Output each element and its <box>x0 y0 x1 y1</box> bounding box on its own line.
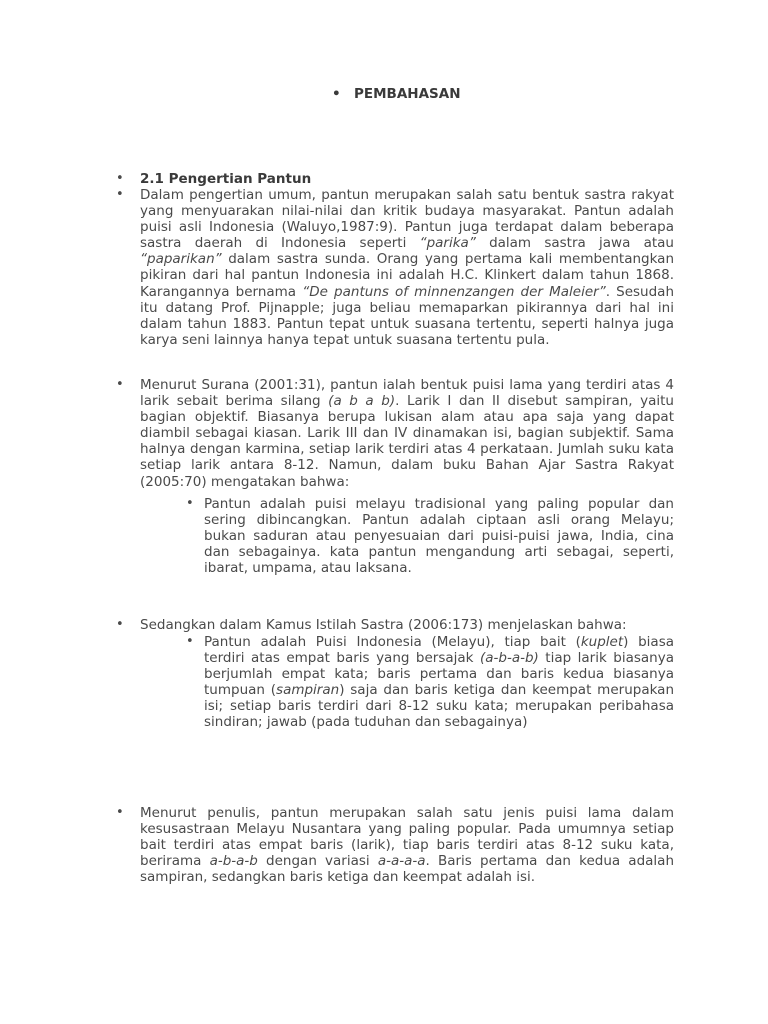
quote-bahan-ajar: Pantun adalah puisi melayu tradisional yang paling popular dan sering dibincangkan. Pantun adalah ciptaan asli orang Melayu; bukan saduran atau penyesuaian dari puisi-puisi jawa, India, cina dan sebagainya. kata pantun mengandung arti sebagai, seperti, ibarat, umpama, atau laksana. <box>204 496 674 577</box>
bullet: • <box>116 617 124 632</box>
bullet: • <box>186 634 194 649</box>
bullet: • <box>116 805 124 820</box>
section-title: 2.1 Pengertian Pantun <box>140 171 312 187</box>
paragraph-menurut-surana: Menurut Surana (2001:31), pantun ialah bentuk puisi lama yang terdiri atas 4 larik sebait berima silang (a b a b). Larik I dan II disebut sampiran, yaitu bagian objektif. Biasanya berupa lukisan alam atau apa saja yang dapat diambil sebagai kiasan. Larik III dan IV dinamakan isi, bagian subjektif. Sama halnya dengan karmina, setiap larik terdiri atas 4 perkataan. Jumlah suku kata setiap larik antara 8-12. Namun, dalam buku Bahan Ajar Sastra Rakyat (2005:70) mengatakan bahwa: <box>140 377 674 490</box>
bullet: • <box>116 171 124 186</box>
bullet: • <box>186 496 194 511</box>
paragraph-menurut-penulis: Menurut penulis, pantun merupakan salah satu jenis puisi lama dalam kesusastraan Melayu Nusantara yang paling popular. Pada umumnya setiap bait terdiri atas empat baris (larik), tiap baris terdiri atas 8-12 suku kata, berirama a-b-a-b dengan variasi a-a-a-a. Baris pertama dan kedua adalah sampiran, sedangkan baris ketiga dan keempat adalah isi. <box>140 805 675 886</box>
paragraph-kamus-istilah: Sedangkan dalam Kamus Istilah Sastra (2006:173) menjelaskan bahwa: <box>140 617 627 633</box>
paragraph-pengertian-umum: Dalam pengertian umum, pantun merupakan salah satu bentuk sastra rakyat yang menyuarakan nilai-nilai dan kritik budaya masyarakat. Pantun adalah puisi asli Indonesia (Waluyo,1987:9). Pantun juga terdapat dalam beberapa sastra daerah di Indonesia seperti “parika” dalam sastra jawa atau “paparikan” dalam sastra sunda. Orang yang pertama kali membentangkan pikiran dari hal pantun Indonesia ini adalah H.C. Klinkert dalam tahun 1868. Karangannya bernama “De pantuns of minnenzangen der Maleier”. Sesudah itu datang Prof. Pijnapple; juga beliau memaparkan pikirannya dari hal ini dalam tahun 1883. Pantun tepat untuk suasana tertentu, seperti halnya juga karya seni lainnya hanya tepat untuk suasana tertentu pula. <box>140 187 674 348</box>
bullet: • <box>116 187 124 202</box>
bullet: • <box>116 377 124 392</box>
quote-kamus: Pantun adalah Puisi Indonesia (Melayu), tiap bait (kuplet) biasa terdiri atas empat baris yang bersajak (a-b-a-b) tiap larik biasanya berjumlah empat kata; baris pertama dan baris kedua biasanya tumpuan (sampiran) saja dan baris ketiga dan keempat merupakan isi; setiap baris terdiri dari 8-12 suku kata; merupakan peribahasa sindiran; jawab (pada tuduhan dan sebagainya) <box>204 634 674 731</box>
bullet: • <box>332 86 341 102</box>
heading-text: PEMBAHASAN <box>354 86 461 102</box>
page-heading <box>332 86 461 102</box>
